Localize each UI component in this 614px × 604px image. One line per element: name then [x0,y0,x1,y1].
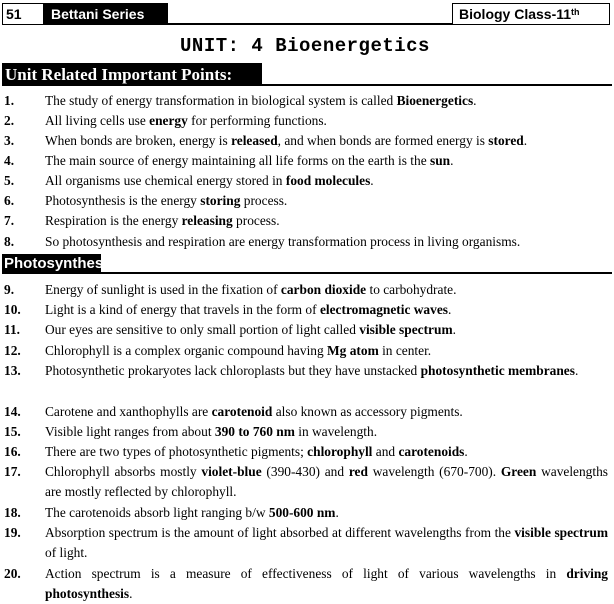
item-number: 19. [4,525,21,540]
bold-term: Bioenergetics [396,93,474,108]
bold-term: 390 to 760 nm [214,424,295,439]
item-text [45,211,608,231]
text-run: There are two types of photosynthetic pigments; [45,444,308,459]
item-number: 8. [4,234,15,249]
item-text [45,171,608,191]
text-run: All living cells use [45,113,150,128]
text-run: wavelength (670-700). [367,464,501,479]
item-number: 7. [4,213,15,228]
bold-term: red [348,464,368,479]
item-text [45,523,608,563]
item-number: 9. [4,282,15,297]
text-run: . [464,444,468,459]
item-number: 20. [4,566,21,581]
text-run: . [447,302,452,317]
text-run: to carbohydrate. [366,282,457,297]
bold-term: visible spectrum [514,525,608,540]
bold-term: stored [488,133,524,148]
bold-term: violet-blue [201,464,262,479]
section-heading-photosynthesis: Photosynthesis: [4,255,121,272]
text-run: (390-430) and [261,464,349,479]
item-text [45,564,608,604]
text-run: also known as accessory pigments. [272,404,463,419]
text-run: . [335,505,339,520]
item-text [45,402,608,422]
text-run: . [370,173,374,188]
bold-term: photosynthetic membranes [420,363,575,378]
text-run: Chlorophyll is a complex organic compound having [45,343,328,358]
item-number: 3. [4,133,15,148]
text-run: The study of energy transformation in biological system is called [45,93,397,108]
text-run: . [574,363,579,378]
item-number: 12. [4,343,21,358]
section-rule [262,84,612,86]
text-run: Respiration is the energy [45,213,182,228]
text-run: The carotenoids absorb light ranging b/w [45,505,269,520]
text-run: When bonds are broken, energy is [45,133,232,148]
item-number: 15. [4,424,21,439]
text-run: process. [240,193,288,208]
item-text [45,131,608,151]
item-text [45,422,608,442]
bold-term: releasing [181,213,233,228]
text-run: . [473,93,477,108]
item-number: 14. [4,404,21,419]
item-number: 10. [4,302,21,317]
text-run: . [523,133,528,148]
series-label: Bettani Series [44,3,168,25]
text-run: All organisms use chemical energy stored in [45,173,286,188]
item-text [45,151,608,171]
bold-term: Mg atom [327,343,379,358]
text-run: wavelengths are mostly reflected by chlorophyll. [45,464,609,499]
section-rule [100,272,612,274]
item-text [45,320,608,340]
item-text [45,361,608,381]
page-number: 51 [2,3,44,25]
bold-term: 500-600 nm [268,505,336,520]
text-run: Carotene and xanthophylls are [45,404,212,419]
bold-term: storing [200,193,241,208]
item-text [45,462,608,502]
bold-term: energy [149,113,188,128]
text-run: Chlorophyll absorbs mostly [45,464,202,479]
text-run: . [450,153,454,168]
item-number: 18. [4,505,21,520]
item-number: 6. [4,193,15,208]
text-run: Our eyes are sensitive to only small portion of light called [45,322,360,337]
bold-term: driving photosynthesis [45,566,608,601]
text-run: in center. [378,343,432,358]
item-number: 13. [4,363,21,378]
text-run: process. [232,213,280,228]
bold-term: sun [430,153,451,168]
text-run: . [129,586,133,601]
item-text [45,91,608,111]
bold-term: Green [500,464,537,479]
text-run: for performing functions. [187,113,327,128]
header-rule [168,23,452,25]
text-run: in wavelength. [294,424,378,439]
item-text [45,442,608,462]
section-heading-important-points: Unit Related Important Points: [2,63,262,86]
text-run: . [452,322,456,337]
bold-term: carotenoid [211,404,273,419]
item-number: 17. [4,464,21,479]
bold-term: food molecules [285,173,371,188]
bold-term: carotenoids [398,444,465,459]
item-text [45,191,608,211]
class-label [452,3,610,25]
text-run: Action spectrum is a measure of effectiveness of light of various wavelengths in [45,566,567,581]
item-text [45,503,608,523]
text-run: Absorption spectrum is the amount of light absorbed at different wavelengths from the [45,525,515,540]
item-text [45,341,608,361]
text-run: The main source of energy maintaining all life forms on the earth is the [45,153,430,168]
text-run: , and when bonds are formed energy is [277,133,489,148]
bold-term: electromagnetic waves [319,302,448,317]
text-run: So photosynthesis and respiration are energy transformation process in living organisms. [45,234,521,249]
text-run: and [372,444,399,459]
text-run: Light is a kind of energy that travels in the form of [45,302,320,317]
bold-term: chlorophyll [307,444,373,459]
bold-term: carbon dioxide [280,282,367,297]
item-text [45,300,608,320]
text-run: Photosynthetic prokaryotes lack chloroplasts but they have unstacked [45,363,421,378]
page-header [0,3,612,27]
text-run: Photosynthesis is the energy [45,193,201,208]
text-run: of light. [45,545,88,560]
unit-title: UNIT: 4 Bioenergetics [180,35,430,57]
text-run: Visible light ranges from about [45,424,215,439]
item-number: 1. [4,93,15,108]
item-text [45,232,608,252]
item-text [45,111,608,131]
item-number: 5. [4,173,15,188]
bold-term: visible spectrum [359,322,453,337]
item-number: 16. [4,444,21,459]
item-text [45,280,608,300]
item-number: 11. [4,322,20,337]
item-number: 2. [4,113,15,128]
item-number: 4. [4,153,15,168]
bold-term: released [231,133,278,148]
text-run: Energy of sunlight is used in the fixation of [45,282,281,297]
class-label-text: Biology Class-11 [459,6,572,22]
class-label-sup: th [571,7,580,17]
